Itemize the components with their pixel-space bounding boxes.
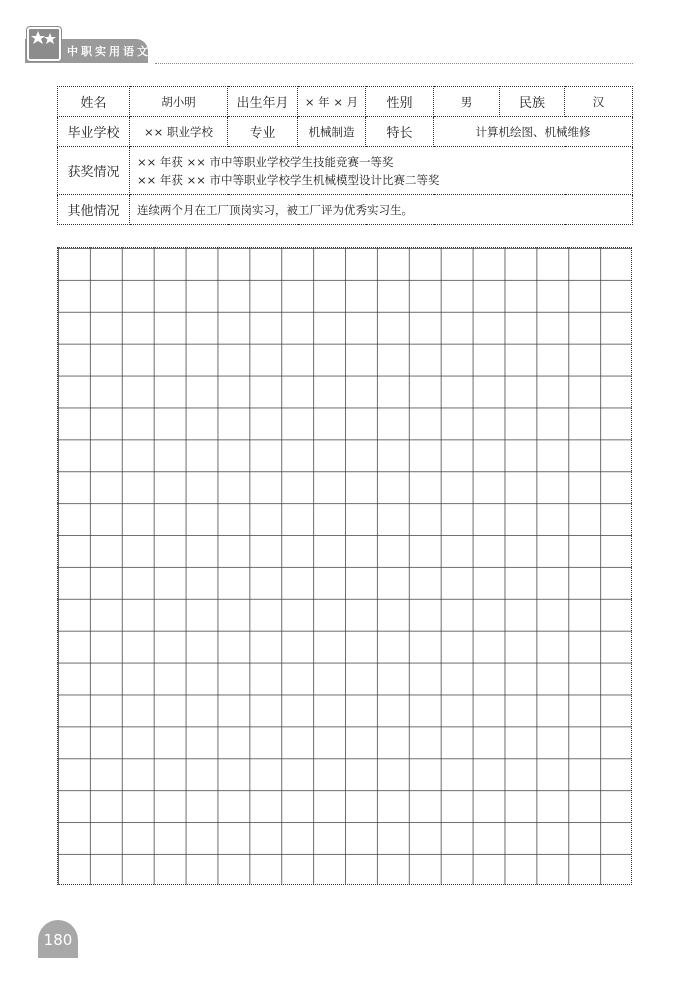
skill-label: 特长 (366, 117, 434, 147)
header-divider (155, 63, 633, 64)
writing-grid[interactable] (57, 247, 632, 885)
ethnic-value: 汉 (565, 87, 633, 117)
stars-icon (27, 27, 61, 61)
gender-value: 男 (434, 87, 500, 117)
award-item: ×× 年获 ×× 市中等职业学校学生机械模型设计比赛二等奖 (137, 172, 440, 187)
other-label: 其他情况 (58, 195, 130, 225)
table-row (58, 147, 633, 195)
gender-label: 性别 (366, 87, 434, 117)
award-item: ×× 年获 ×× 市中等职业学校学生技能竞赛一等奖 (137, 154, 394, 169)
table-row (58, 117, 633, 147)
page-number: 180 (38, 920, 78, 958)
table-row (58, 87, 633, 117)
table-row (58, 195, 633, 225)
school-value: ×× 职业学校 (130, 117, 228, 147)
school-label: 毕业学校 (58, 117, 130, 147)
ethnic-label: 民族 (500, 87, 565, 117)
awards-value (130, 147, 633, 195)
awards-label: 获奖情况 (58, 147, 130, 195)
name-value: 胡小明 (130, 87, 228, 117)
major-value: 机械制造 (298, 117, 366, 147)
birth-value: × 年 × 月 (298, 87, 366, 117)
header-title: 中职实用语文 (67, 45, 151, 58)
resume-info-table (57, 86, 633, 225)
major-label: 专业 (228, 117, 298, 147)
birth-label: 出生年月 (228, 87, 298, 117)
name-label: 姓名 (58, 87, 130, 117)
skill-value: 计算机绘图、机械维修 (434, 117, 633, 147)
other-value: 连续两个月在工厂顶岗实习，被工厂评为优秀实习生。 (130, 195, 633, 225)
